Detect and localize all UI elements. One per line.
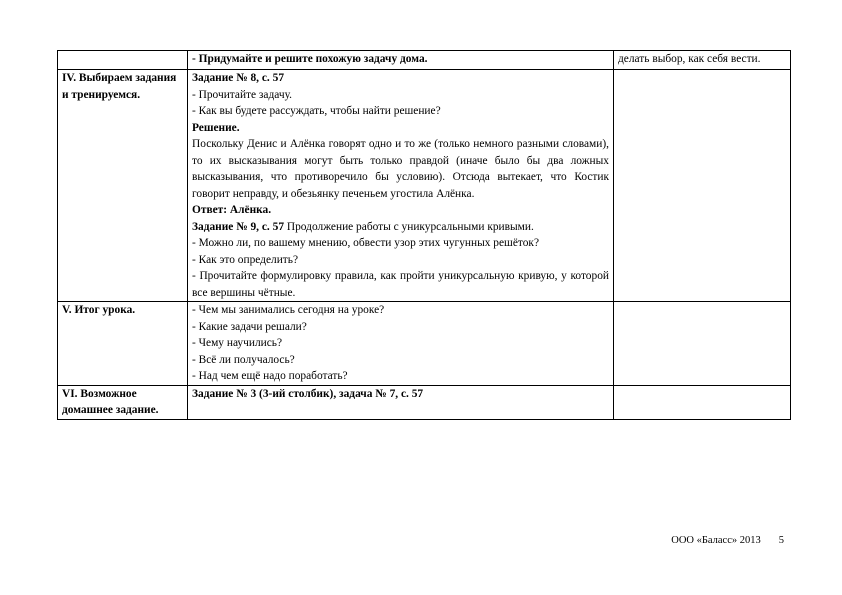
table-row bbox=[58, 385, 791, 419]
lesson-plan-table bbox=[57, 50, 791, 420]
answer-line: Ответ: Алёнка. bbox=[192, 204, 272, 216]
question-line: - Как вы будете рассуждать, чтобы найти решение? bbox=[192, 105, 441, 117]
solution-label: Решение. bbox=[192, 121, 240, 134]
question-line: - Какие задачи решали? bbox=[192, 320, 307, 333]
content-cell bbox=[188, 302, 614, 386]
stage-cell: VI. Возможное домашнее задание. bbox=[58, 385, 188, 419]
table-row bbox=[58, 70, 791, 302]
question-line: - Как это определить? bbox=[192, 253, 299, 266]
table-row bbox=[58, 302, 791, 386]
note-cell bbox=[614, 385, 791, 419]
question-line: - Над чем ещё надо поработать? bbox=[192, 370, 348, 382]
content-cell bbox=[188, 70, 614, 302]
table-row bbox=[58, 51, 791, 70]
question-line: - Можно ли, по вашему мнению, обвести узор этих чугунных решёток? bbox=[192, 237, 539, 249]
solution-text: Поскольку Денис и Алёнка говорят одно и то же (только немного разными словами), то их высказывания могут быть только правдой (иначе было бы два ложных высказывания, что противоречило бы условию). Отсюда вытекает, что Костик говорит неправду, и обезьянку печеньем угостила Алёнка. bbox=[192, 138, 609, 200]
question-line: - Чему научились? bbox=[192, 337, 283, 349]
content-cell: Задание № 3 (3-ий столбик), задача № 7, с. 57 bbox=[188, 385, 614, 419]
task-9-heading: Задание № 9, с. 57 bbox=[192, 220, 285, 233]
stage-cell: V. Итог урока. bbox=[58, 302, 188, 386]
stage-cell: IV. Выбираем задания и тренируемся. bbox=[58, 70, 188, 302]
question-line: - Всё ли получалось? bbox=[192, 353, 295, 366]
note-cell bbox=[614, 70, 791, 302]
question-line: - Чем мы занимались сегодня на уроке? bbox=[192, 304, 385, 316]
question-line: - Прочитайте задачу. bbox=[192, 88, 293, 101]
content-cell: - Придумайте и решите похожую задачу дома. bbox=[188, 51, 614, 70]
note-cell bbox=[614, 302, 791, 386]
question-line: - Прочитайте формулировку правила, как пройти уникурсальную кривую, у которой все вершины чётные. bbox=[192, 270, 609, 299]
publisher-text: ООО «Баласс» 2013 bbox=[671, 535, 761, 546]
task-9-line bbox=[192, 219, 609, 236]
task-9-text: Продолжение работы с уникурсальными кривыми. bbox=[284, 220, 534, 233]
page-footer bbox=[671, 535, 784, 546]
note-cell: делать выбор, как себя вести. bbox=[614, 51, 791, 70]
stage-cell bbox=[58, 51, 188, 70]
task-8-heading: Задание № 8, с. 57 bbox=[192, 72, 285, 84]
page-number: 5 bbox=[778, 535, 784, 546]
